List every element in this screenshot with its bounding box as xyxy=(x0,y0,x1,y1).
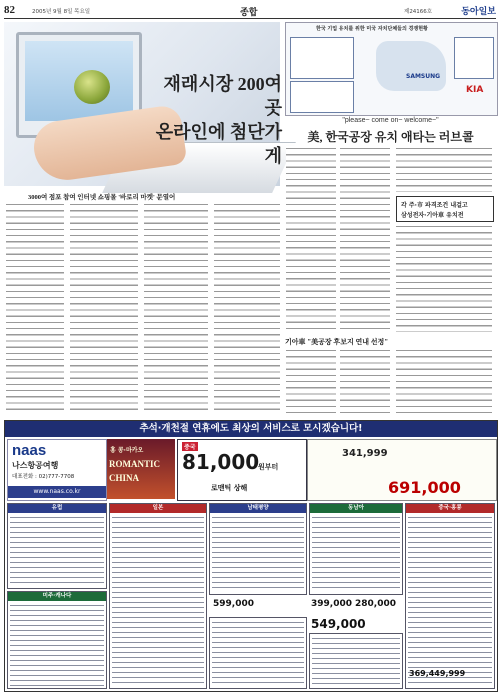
article-body-column xyxy=(396,348,492,416)
right-price-ad: 341,999 691,000 xyxy=(307,439,497,501)
competition-map xyxy=(285,22,498,116)
map-info-box xyxy=(454,37,494,79)
issue-date: 2005년 9월 8일 목요일 xyxy=(32,9,91,15)
ad-table xyxy=(309,633,403,689)
ad-table xyxy=(209,617,307,689)
ad-table: 미주·캐나다 xyxy=(7,591,107,689)
travel-advertisement xyxy=(4,420,498,692)
price-tag: 399,000 xyxy=(311,599,352,609)
usa-map-shape xyxy=(376,41,446,91)
page-number: 82 xyxy=(4,4,15,16)
romantic-china-ad: 홍 콩·마카오 ROMANTIC CHINA xyxy=(107,439,175,499)
map-info-box xyxy=(290,37,354,79)
article-subhead-2: 기아車 "美공장 후보지 연내 선정" xyxy=(285,338,389,346)
article-subhead: 3000여 점포 참여 인터넷 쇼핑몰 '바로리 마켓' 문열어 xyxy=(28,194,176,201)
apple-illustration xyxy=(74,70,110,104)
ad-table: 남태평양 xyxy=(209,503,307,595)
price-tag: 599,000 xyxy=(213,599,254,609)
article-tagline: "please~ come on~ welcome~" xyxy=(342,117,439,124)
naas-url[interactable]: www.naas.co.kr xyxy=(8,486,106,498)
issue-number: 제24166호 xyxy=(404,9,433,15)
article-body-column xyxy=(70,202,138,414)
article-body-column xyxy=(286,146,336,332)
map-info-box xyxy=(290,81,354,113)
samsung-logo: SAMSUNG xyxy=(406,73,441,80)
price-tag: 369,449,999 xyxy=(409,669,466,678)
article-body-column xyxy=(340,146,390,332)
section-title: 종합 xyxy=(240,8,258,18)
naas-name: 나스항공여행 xyxy=(12,461,59,470)
china-price-ad: 중국 81,000 원부터 xyxy=(177,439,307,501)
ad-table: 중국·홍콩 xyxy=(405,503,495,689)
article-body-column xyxy=(340,348,390,416)
naas-phone: 대표전화 : 02)777-7708 xyxy=(12,474,75,480)
newspaper-logo: 동아일보 xyxy=(461,7,496,17)
ad-banner: 추석·개천절 연휴에도 최상의 서비스로 모시겠습니다! xyxy=(5,421,497,437)
naas-logo-block xyxy=(7,439,107,501)
naas-logo: naas xyxy=(12,442,47,459)
article-body-column xyxy=(396,224,492,332)
page-header xyxy=(4,4,496,19)
article-headline: 재래시장 200여곳 온라인에 첨단가게 xyxy=(155,74,282,166)
kia-logo: KIA xyxy=(466,85,484,95)
article-body-column xyxy=(144,202,208,414)
highlight-box: 각 주·市 파격조건 내걸고 삼성전자·기아車 유치전 xyxy=(396,196,494,222)
price-tag: 280,000 xyxy=(355,599,396,609)
article-photo xyxy=(4,22,280,186)
promo-label: 로맨틱 상해 xyxy=(211,483,305,493)
ad-table: 일본 xyxy=(109,503,207,689)
ad-table: 유럽 xyxy=(7,503,107,589)
price-tag: 549,000 xyxy=(311,617,366,631)
ad-table: 동남아 xyxy=(309,503,403,595)
map-title: 한국 기업 유치를 위한 미국 자치단체들의 경쟁현황 xyxy=(316,26,428,32)
price-big: 81,000 xyxy=(182,450,260,474)
article-body-column xyxy=(6,202,64,414)
article-body-column xyxy=(396,146,492,192)
article-body-column xyxy=(286,348,336,416)
article-body-column xyxy=(214,202,280,414)
article-headline-2: 美, 한국공장 유치 애타는 러브콜 xyxy=(307,130,474,144)
